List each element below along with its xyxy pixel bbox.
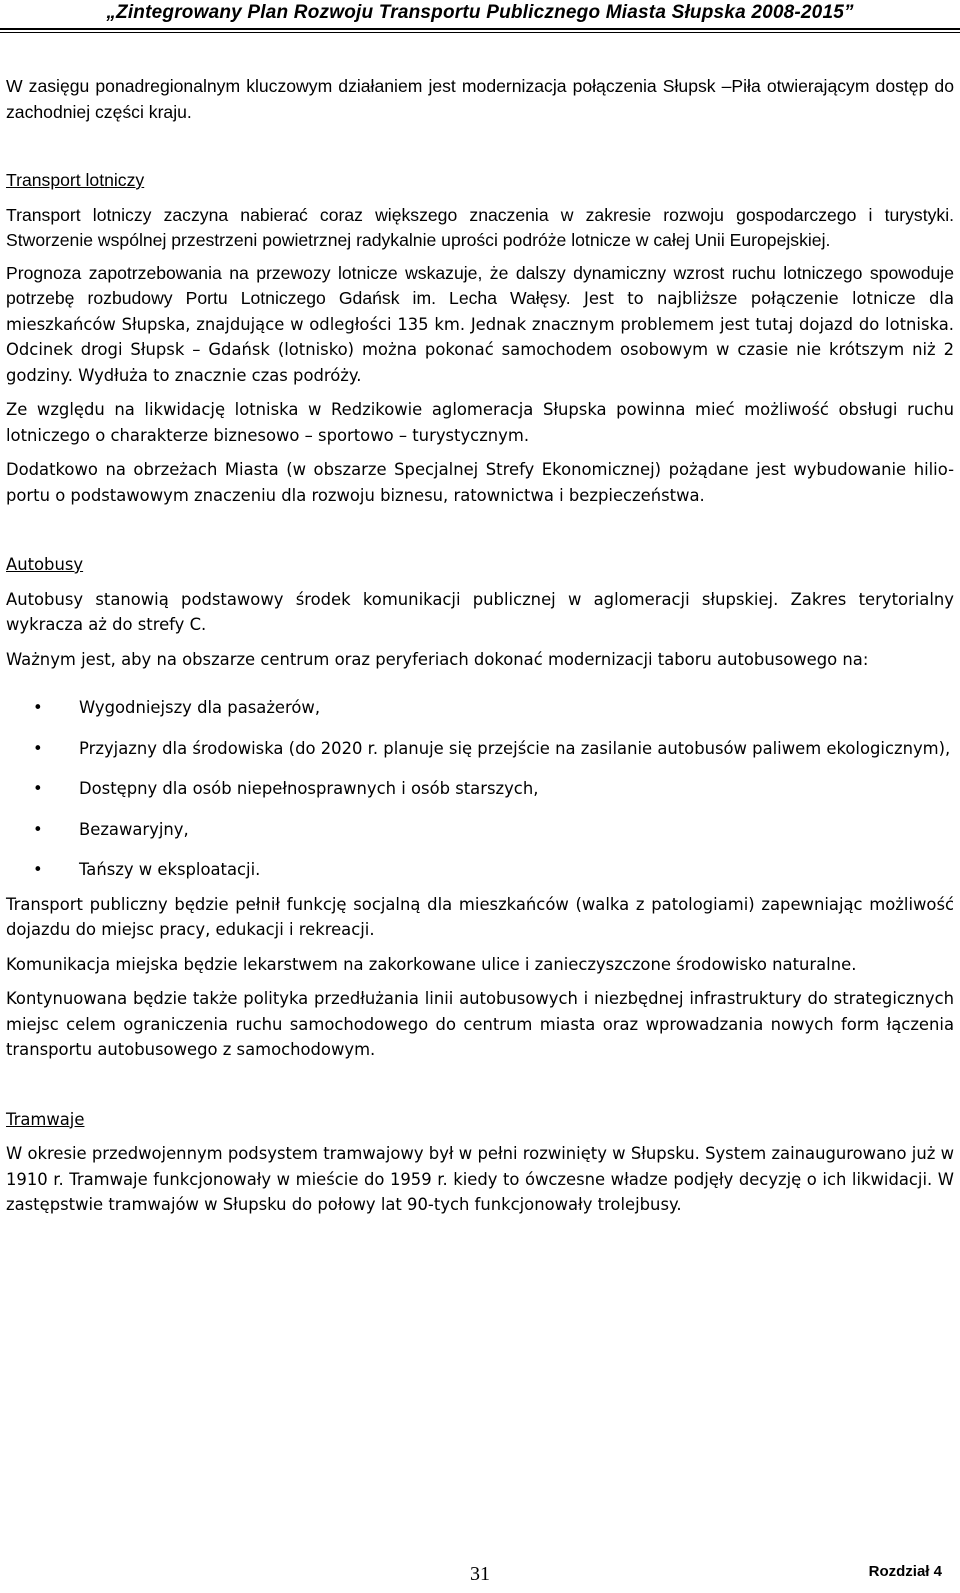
- list-item: • Tańszy w eksploatacji.: [6, 857, 954, 883]
- header-rule: [0, 28, 960, 30]
- bullet-icon: •: [33, 698, 43, 717]
- page-content: [6, 74, 954, 1218]
- air-paragraph-4: Dodatkowo na obrzeżach Miasta (w obszarze Specjalnej Strefy Ekonomicznej) pożądane jest wybudowanie hilio-portu o podstawowym znaczeniu dla rozwoju biznesu, ratownictwa i bezpieczeństwa.: [6, 460, 954, 505]
- bus-requirements-list: [6, 695, 954, 883]
- buses-paragraph-5: Kontynuowana będzie także polityka przedłużania linii autobusowych i niezbędnej infrastruktury do strategicznych miejsc celem ograniczenia ruchu samochodowego do centrum miasta oraz wprowadzania nowych form łączenia transportu autobusowego z samochodowym.: [6, 989, 954, 1059]
- buses-paragraph-4: Komunikacja miejska będzie lekarstwem na zakorkowane ulice i zanieczyszczone środowisko naturalne.: [6, 954, 857, 974]
- document-header-title: „Zintegrowany Plan Rozwoju Transportu Publicznego Miasta Słupska 2008-2015”: [106, 2, 854, 23]
- air-paragraph-2: [6, 261, 954, 389]
- bullet-icon: •: [33, 738, 43, 758]
- list-item: • Dostępny dla osób niepełnosprawnych i osób starszych,: [6, 776, 954, 802]
- chapter-label: Rozdział 4: [868, 1563, 942, 1580]
- air-paragraph-2a: Prognoza zapotrzebowania na przewozy lotnicze wskazuje, że dalszy dynamiczny wzrost ruchu lotniczego spowoduje potrzebę rozbudowy Portu Lotniczego Gdańsk im. Lecha Wałęsy.: [6, 262, 954, 308]
- list-item: • Bezawaryjny,: [6, 817, 954, 843]
- section-heading-buses: Autobusy: [6, 555, 84, 574]
- buses-paragraph-1: Autobusy stanowią podstawowy środek komunikacji publicznej w aglomeracji słupskiej. Zakres terytorialny wykracza aż do strefy C.: [6, 589, 954, 634]
- intro-paragraph: W zasięgu ponadregionalnym kluczowym działaniem jest modernizacja połączenia Słupsk –Piła otwierającym dostęp do zachodniej części kraju.: [6, 76, 954, 122]
- section-heading-air-transport: Transport lotniczy: [6, 170, 145, 190]
- buses-paragraph-3: Transport publiczny będzie pełnił funkcję socjalną dla mieszkańców (walka z patologiami) zapewniając możliwość dojazdu do miejsc pracy, edukacji i rekreacji.: [6, 894, 954, 939]
- buses-paragraph-2: Ważnym jest, aby na obszarze centrum oraz peryferiach dokonać modernizacji taboru autobusowego na:: [6, 649, 869, 669]
- bullet-icon: •: [33, 819, 43, 839]
- list-item: • Przyjazny dla środowiska (do 2020 r. planuje się przejście na zasilanie autobusów paliwem ekologicznym),: [6, 736, 954, 762]
- page-number: 31: [470, 1563, 490, 1585]
- air-paragraph-2b: Jest to najbliższe połączenie lotnicze dla mieszkańców Słupska, znajdujące w odległości 135 km. Jednak znacznym problemem jest tutaj dojazd do lotniska. Odcinek drogi Słupsk – Gdańsk (lotnisko) można pokonać samochodem osobowym w czasie nie krótszym niż 2 godziny. Wydłuża to znacznie czas podróży.: [6, 289, 954, 385]
- air-paragraph-1: Transport lotniczy zaczyna nabierać coraz większego znaczenia w zakresie rozwoju gospodarczego i turystyki. Stworzenie wspólnej przestrzeni powietrznej radykalnie uprości podróże lotnicze w całej Unii Europejskiej.: [6, 204, 954, 250]
- bullet-icon: •: [33, 779, 43, 798]
- list-item: • Wygodniejszy dla pasażerów,: [6, 695, 954, 721]
- section-heading-trams: Tramwaje: [6, 1109, 85, 1129]
- header-rule-thin: [0, 32, 960, 33]
- air-paragraph-3: Ze względu na likwidację lotniska w Redzikowie aglomeracja Słupska powinna mieć możliwość obsługi ruchu lotniczego o charakterze biznesowo – sportowo – turystycznym.: [6, 400, 954, 445]
- trams-paragraph-1: W okresie przedwojennym podsystem tramwajowy był w pełni rozwinięty w Słupsku. System zainaugurowano już w 1910 r. Tramwaje funkcjonowały w mieście do 1959 r. kiedy to ówczesne władze podjęły decyzję o ich likwidacji. W zastępstwie tramwajów w Słupsku do połowy lat 90-tych funkcjonowały trolejbusy.: [6, 1144, 954, 1214]
- bullet-icon: •: [33, 860, 43, 879]
